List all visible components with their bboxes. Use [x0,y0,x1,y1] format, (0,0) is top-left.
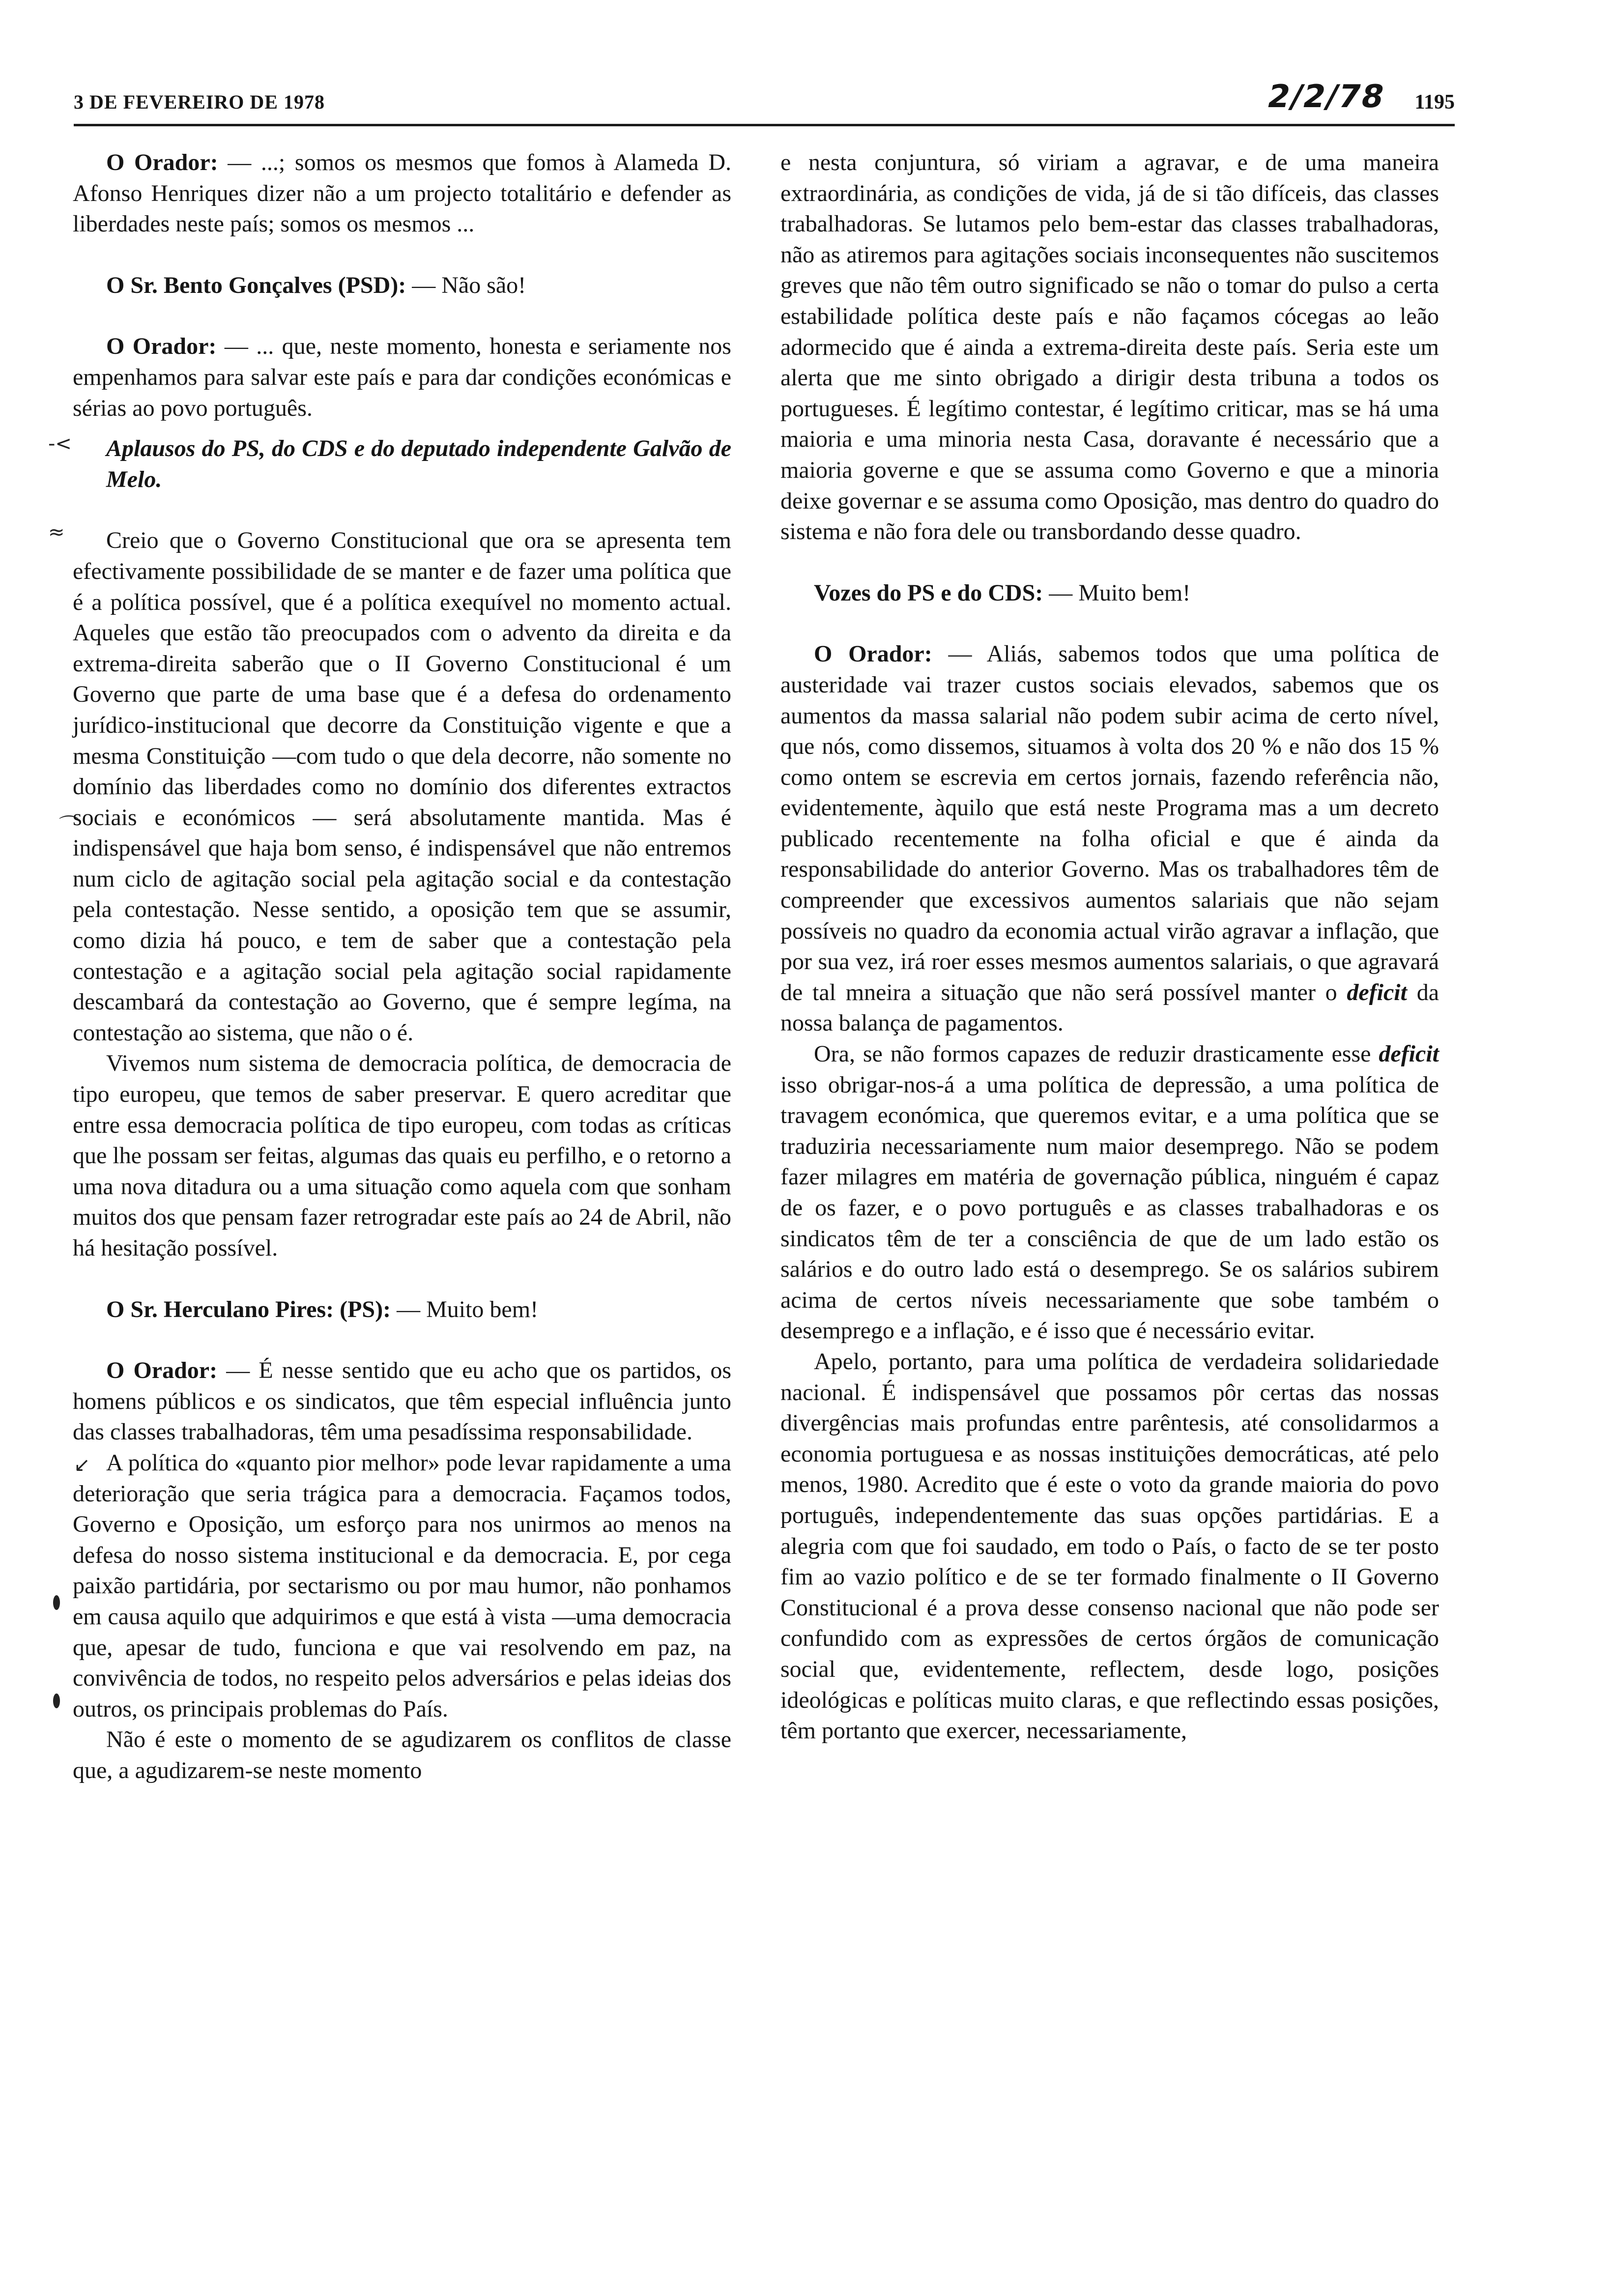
speech-text: — Muito bem! [391,1296,539,1322]
paragraph [73,1355,731,1448]
paragraph [780,578,1439,609]
margin-mark: ≈ [48,521,65,544]
speech-text: — ...; somos os mesmos que fomos à Alameda D. Afonso Henriques dizer não a um projecto totalitário e defender as liberdades neste país; somos os mesmos ... [73,149,731,237]
page-number: 1195 [1414,91,1455,114]
speech-text: — Não são! [406,272,526,298]
header-date: 3 DE FEVEREIRO DE 1978 [74,91,325,113]
speaker-label: O Sr. Bento Gonçalves (PSD): [106,272,406,298]
speaker-label: O Orador: [106,333,217,360]
margin-dot [53,1693,60,1708]
stage-direction: Aplausos do PS, do CDS e do deputado independente Galvão de Melo. [106,435,731,492]
margin-mark: ↙ [74,1454,90,1476]
paragraph [73,1294,731,1325]
paragraph: Não é este o momento de se agudizarem os conflitos de classe que, a agudizarem-se neste momento [73,1726,731,1783]
emphasis-term: deficit [1347,979,1407,1005]
speech-text: — É nesse sentido que eu acho que os partidos, os homens públicos e os sindicatos, que têm especial influência junto das classes trabalhadoras, têm uma pesadíssima responsabilidade. [73,1357,731,1445]
speaker-label: Vozes do PS e do CDS: [814,579,1043,606]
speech-text: da nossa balança de pagamentos. [780,979,1439,1036]
paragraph [73,147,731,240]
margin-mark: ⌒ [59,814,79,837]
margin-mark: -< [48,432,72,455]
paragraph [73,270,731,301]
emphasis-term: deficit [1379,1041,1439,1067]
page-header [74,79,1455,118]
paragraph: e nesta conjuntura, só viriam a agravar, e de uma maneira extraordinária, as condições de vida, já de si tão difíceis, das classes trabalhadoras. Se lutamos pelo bem-estar das classes trabalhadoras, não as atiremos para agitações sociais inconsequentes não suscitemos greves que não têm outro significado se não o tomar do pulso a certa estabilidade política deste país e não façamos cócegas ao leão adormecido que é ainda a extrema-direita deste país. Seria este um alerta que me sinto obrigado a dirigir desta tribuna a todos os portugueses. É legítimo contestar, é legítimo criticar, mas se há uma maioria e uma minoria nesta Casa, doravante é necessário que a maioria governe e que se assuma como Governo e que a minoria deixe governar e se assuma como Oposição, mas dentro do quadro do sistema e não fora dele ou transbordando desse quadro. [780,149,1439,545]
margin-dot [53,1595,60,1610]
paragraph [780,1039,1439,1347]
speech-text: — ... que, neste momento, honesta e seriamente nos empenhamos para salvar este país e para dar condições económicas e sérias ao povo português. [73,333,731,421]
speech-text: — Muito bem! [1043,579,1191,606]
right-column [780,147,1439,1747]
speaker-label: O Orador: [814,641,932,667]
speaker-label: O Sr. Herculano Pires: (PS): [106,1296,391,1322]
paragraph: Apelo, portanto, para uma política de verdadeira solidariedade nacional. É indispensável que possamos pôr certas das nossas divergências mais profundas entre parêntesis, até consolidarmos a economia portuguesa e as nossas instituições democráticas, até pelo menos, 1980. Acredito que é este o voto da grande maioria do povo português, independentemente das suas opções partidárias. E a alegria com que foi saudado, em todo o País, o facto de se ter posto fim ao vazio político e de se ter formado finalmente o II Governo Constitucional é a prova desse consenso nacional que não pode ser confundido com as expressões de certos órgãos de comunicação social que, evidentemente, reflectem, desde logo, posições ideológicas e políticas muito claras, e que reflectindo essas posições, têm portanto que exercer, necessariamente, [780,1348,1439,1744]
speaker-label: O Orador: [106,1357,218,1384]
paragraph [780,639,1439,1039]
paragraph: A política do «quanto pior melhor» pode levar rapidamente a uma deterioração que seria trágica para a democracia. Façamos todos, Governo e Oposição, um esforço para nos unirmos ao menos na defesa do nosso sistema institucional e da democracia. E, por cega paixão partidária, por sectarismo ou por mau humor, não ponhamos em causa aquilo que adquirimos e que está à vista —uma democracia que, apesar de tudo, funciona e que vai resolvendo em paz, na convivência de todos, no respeito pelos adversários e pelas ideias dos outros, os principais problemas do País. [73,1449,731,1722]
speaker-label: O Orador: [106,149,218,175]
paragraph [73,331,731,424]
handwritten-date: 2/2/78 [1264,79,1388,115]
paragraph: Creio que o Governo Constitucional que ora se apresenta tem efectivamente possibilidade de se manter e de fazer uma política que é a política possível, que é a política exequível no momento actual. Aqueles que estão tão preocupados com o advento da direita e da extrema-direita saberão que o II Governo Constitucional é um Governo que parte de uma base que é a defesa do ordenamento jurídico-institucional que decorre da Constituição vigente e que a mesma Constituição —com tudo o que dela decorre, não somente no domínio das liberdades como no domínio dos diferentes extractos sociais e económicos — será absolutamente mantida. Mas é indispensável que haja bom senso, é indispensável que não entremos num ciclo de agitação social pela agitação social e da contestação pela contestação. Nesse sentido, a oposição tem que se assumir, como dizia há pouco, e tem de saber que a contestação pela contestação e a agitação social pela agitação social rapidamente descambará da contestação ao Governo, que é sempre legíma, na contestação ao sistema, que não o é. [73,527,731,1046]
left-column [73,147,731,1786]
speech-text: isso obrigar-nos-á a uma política de depressão, a uma política de travagem económica, que queremos evitar, e a uma política que se traduziria necessariamente num maior desemprego. Não se podem fazer milagres em matéria de governação pública, ninguém é capaz de os fazer, e o povo português e as classes trabalhadoras e os sindicatos têm de ter a consciência de que de um lado estão os salários e do outro lado está o desemprego. Se os salários subirem acima de certos níveis necessariamente que sobe também o desemprego e a inflação, e é isso que é necessário evitar. [780,1071,1439,1344]
paragraph: Vivemos num sistema de democracia política, de democracia de tipo europeu, que temos de saber preservar. E quero acreditar que entre essa democracia política de tipo europeu, com todas as críticas que lhe possam ser feitas, algumas das quais eu perfilho, e o retorno a uma nova ditadura ou a uma situação como aquela com que sonham muitos dos que pensam fazer retrogradar este país ao 24 de Abril, não há hesitação possível. [73,1050,731,1261]
speech-text: — Aliás, sabemos todos que uma política de austeridade vai trazer custos sociais elevados, sabemos que os aumentos da massa salarial não podem subir acima de certo nível, que nós, como dissemos, situamos à volta dos 20 % e não dos 15 % como ontem se escrevia em certos jornais, fazendo referência não, evidentemente, àquilo que está neste Programa mas a um decreto publicado recentemente na folha oficial e que é ainda da responsabilidade do anterior Governo. Mas os trabalhadores têm de compreender que excessivos aumentos salariais que não sejam possíveis no quadro da economia actual virão agravar a inflação, que por sua vez, irá roer esses mesmos aumentos salariais, o que agravará de tal mneira a situação que não será possível manter o [780,641,1439,1005]
speech-text: Ora, se não formos capazes de reduzir drasticamente esse [814,1041,1379,1067]
header-rule [74,124,1455,126]
